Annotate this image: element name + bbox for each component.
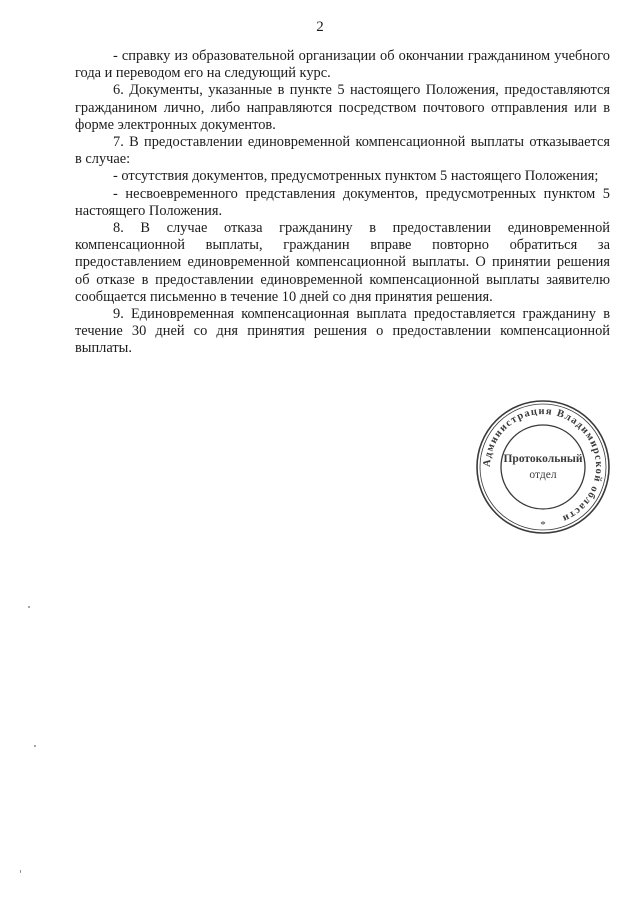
paragraph-item-7: 7. В предоставлении единовременной компенсационной выплаты отказывается в случае: xyxy=(75,134,610,168)
stamp-ring-text: Администрация Владимирской области xyxy=(481,405,605,525)
stamp-star: * xyxy=(540,519,546,531)
svg-text:Администрация Владимирской обл xyxy=(482,406,604,524)
stamp-seal-icon xyxy=(474,398,612,536)
stamp-center-line-2: отдел xyxy=(529,469,557,481)
paragraph-item-8: 8. В случае отказа гражданину в предоставлении единовременной компенсационной выплаты, гражданин вправе повторно обратиться за предоставлением единовременной компенсационной выплаты. О принятии решения об отказе в предоставлении единовременной компенсационной выплаты заявителю сообщается письменно в течение 10 дней со дня принятия решения. xyxy=(75,220,610,305)
scan-speck xyxy=(34,745,36,747)
paragraph-item-6: 6. Документы, указанные в пункте 5 настоящего Положения, предоставляются гражданином лично, либо направляются посредством почтового отправления или в форме электронных документов. xyxy=(75,82,610,133)
paragraph-late-documents: - несвоевременного представления документов, предусмотренных пунктом 5 настоящего Положения. xyxy=(75,185,610,219)
stamp-center-line-1: Протокольный xyxy=(503,453,583,465)
document-body xyxy=(75,48,610,358)
scan-speck xyxy=(28,606,30,608)
official-stamp xyxy=(474,398,612,536)
paragraph-item-9: 9. Единовременная компенсационная выплата предоставляется гражданину в течение 30 дней со дня принятия решения о предоставлении компенсационной выплаты. xyxy=(75,306,610,357)
page-number: 2 xyxy=(316,19,324,35)
paragraph-certificate: - справку из образовательной организации об окончании гражданином учебного года и переводом его на следующий курс. xyxy=(75,48,610,82)
paragraph-missing-documents: - отсутствия документов, предусмотренных пунктом 5 настоящего Положения; xyxy=(113,168,599,185)
scan-speck xyxy=(20,870,21,873)
